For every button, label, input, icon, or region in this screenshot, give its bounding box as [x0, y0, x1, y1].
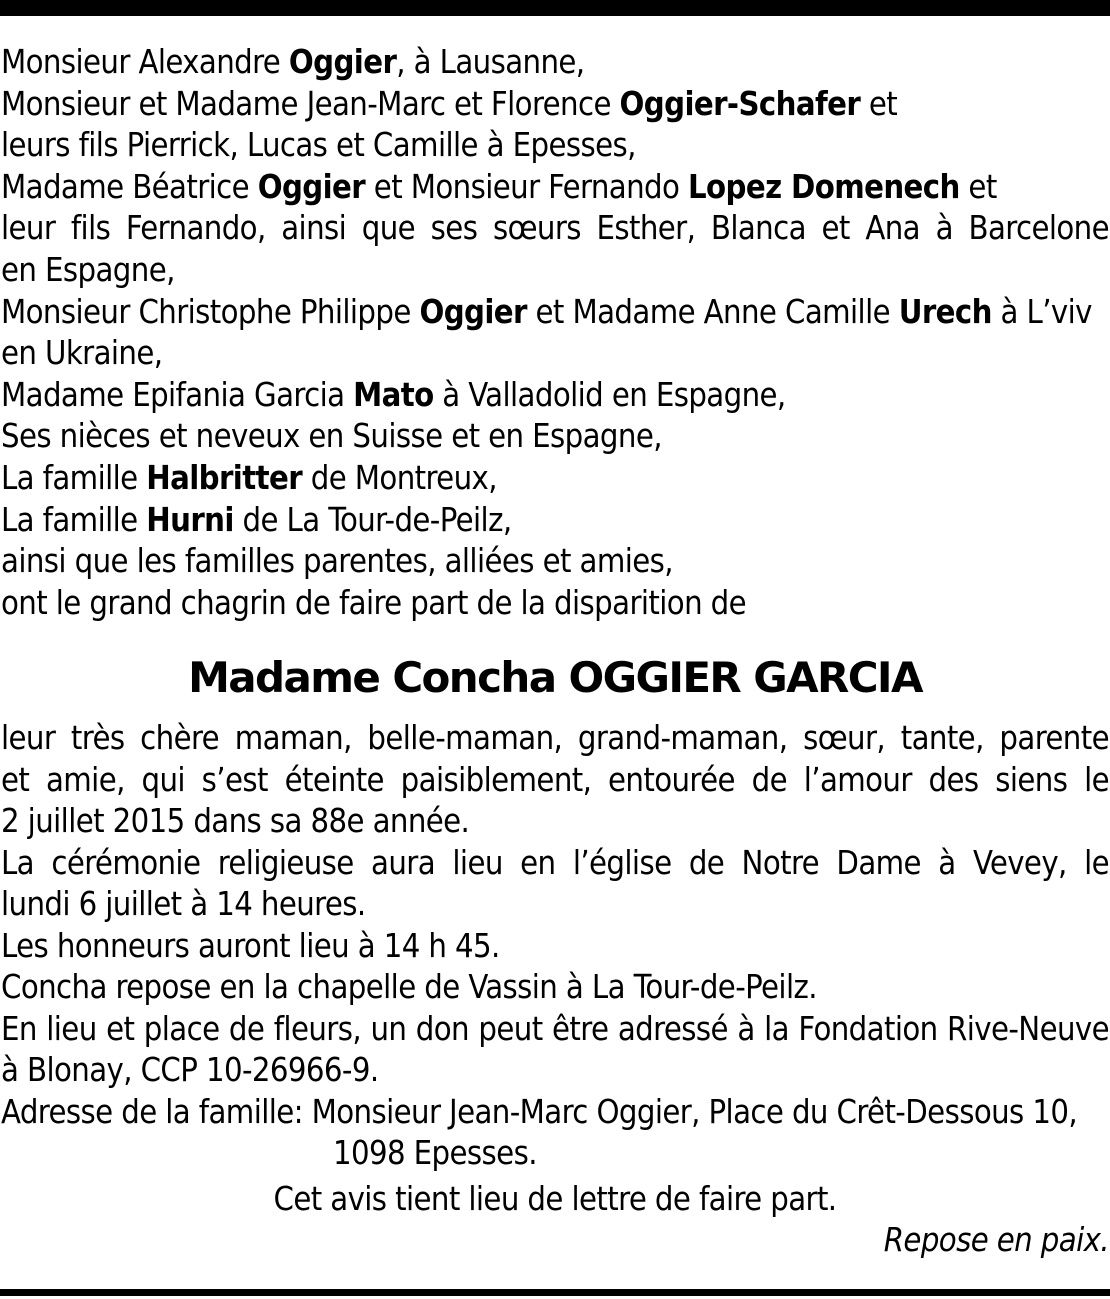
family-address: [1, 1092, 1109, 1134]
family-line: La famille Halbritter de Montreux,: [1, 458, 497, 497]
family-line: leurs fils Pierrick, Lucas et Camille à Epesses,: [1, 126, 636, 165]
family-line: Monsieur et Madame Jean-Marc et Florence Oggier-Schafer et: [1, 84, 898, 123]
surname: Lopez Domenech: [687, 167, 960, 206]
body-line: 2 juillet 2015 dans sa 88e année.: [1, 802, 470, 840]
family-line: ainsi que les familles parentes, alliées et amies,: [1, 542, 673, 581]
surname: Oggier-Schafer: [619, 84, 861, 123]
surname: Oggier: [257, 167, 366, 206]
surname: Urech: [898, 292, 992, 331]
body-line: et amie, qui s’est éteinte paisiblement, entourée de l’amour des siens le: [1, 760, 1109, 799]
surname: Oggier: [419, 292, 527, 331]
family-list: [1, 42, 1109, 624]
body-line: à Blonay, CCP 10-26966-9.: [1, 1051, 379, 1089]
closing-phrase: Repose en paix.: [883, 1221, 1109, 1259]
address-line: 1098 Epesses.: [333, 1134, 537, 1172]
family-line: leur fils Fernando, ainsi que ses sœurs Esther, Blanca et Ana à Barcelone: [1, 209, 1109, 248]
family-line: Madame Epifania Garcia Mato à Valladolid en Espagne,: [1, 375, 786, 414]
address-label: Adresse de la famille:: [1, 1092, 303, 1131]
body-line: En lieu et place de fleurs, un don peut être adressé à la Fondation Rive-Neuve: [1, 1009, 1109, 1048]
surname: Oggier: [288, 43, 397, 81]
notice-body: [1, 718, 1109, 1262]
surname: Mato: [353, 375, 434, 414]
body-line: lundi 6 juillet à 14 heures.: [1, 885, 366, 923]
body-line: leur très chère maman, belle-maman, grand-maman, sœur, tante, parente: [1, 719, 1109, 757]
body-line: La cérémonie religieuse aura lieu en l’église de Notre Dame à Vevey, le: [1, 843, 1109, 882]
bottom-rule: [0, 1289, 1110, 1296]
family-line: Monsieur Christophe Philippe Oggier et Madame Anne Camille Urech à L’viv: [1, 292, 1092, 331]
family-line: Madame Béatrice Oggier et Monsieur Fernando Lopez Domenech et: [1, 167, 997, 206]
family-line: en Ukraine,: [1, 334, 163, 373]
address-line: Monsieur Jean-Marc Oggier, Place du Crêt-Dessous 10,: [311, 1092, 1078, 1131]
body-line: Les honneurs auront lieu à 14 h 45.: [1, 926, 500, 965]
notice-statement: Cet avis tient lieu de lettre de faire part.: [273, 1179, 837, 1218]
deceased-name: Madame Concha OGGIER GARCIA: [188, 653, 922, 702]
surname: Halbritter: [146, 458, 303, 497]
family-line: Ses nièces et neveux en Suisse et en Espagne,: [1, 417, 662, 456]
family-line: ont le grand chagrin de faire part de la disparition de: [1, 583, 747, 622]
body-line: Concha repose en la chapelle de Vassin à La Tour-de-Peilz.: [1, 968, 817, 1006]
surname: Hurni: [146, 500, 234, 539]
top-rule: [0, 0, 1110, 16]
family-line: Monsieur Alexandre Oggier, à Lausanne,: [1, 43, 585, 81]
family-line: en Espagne,: [1, 250, 175, 289]
family-line: La famille Hurni de La Tour-de-Peilz,: [1, 500, 512, 539]
